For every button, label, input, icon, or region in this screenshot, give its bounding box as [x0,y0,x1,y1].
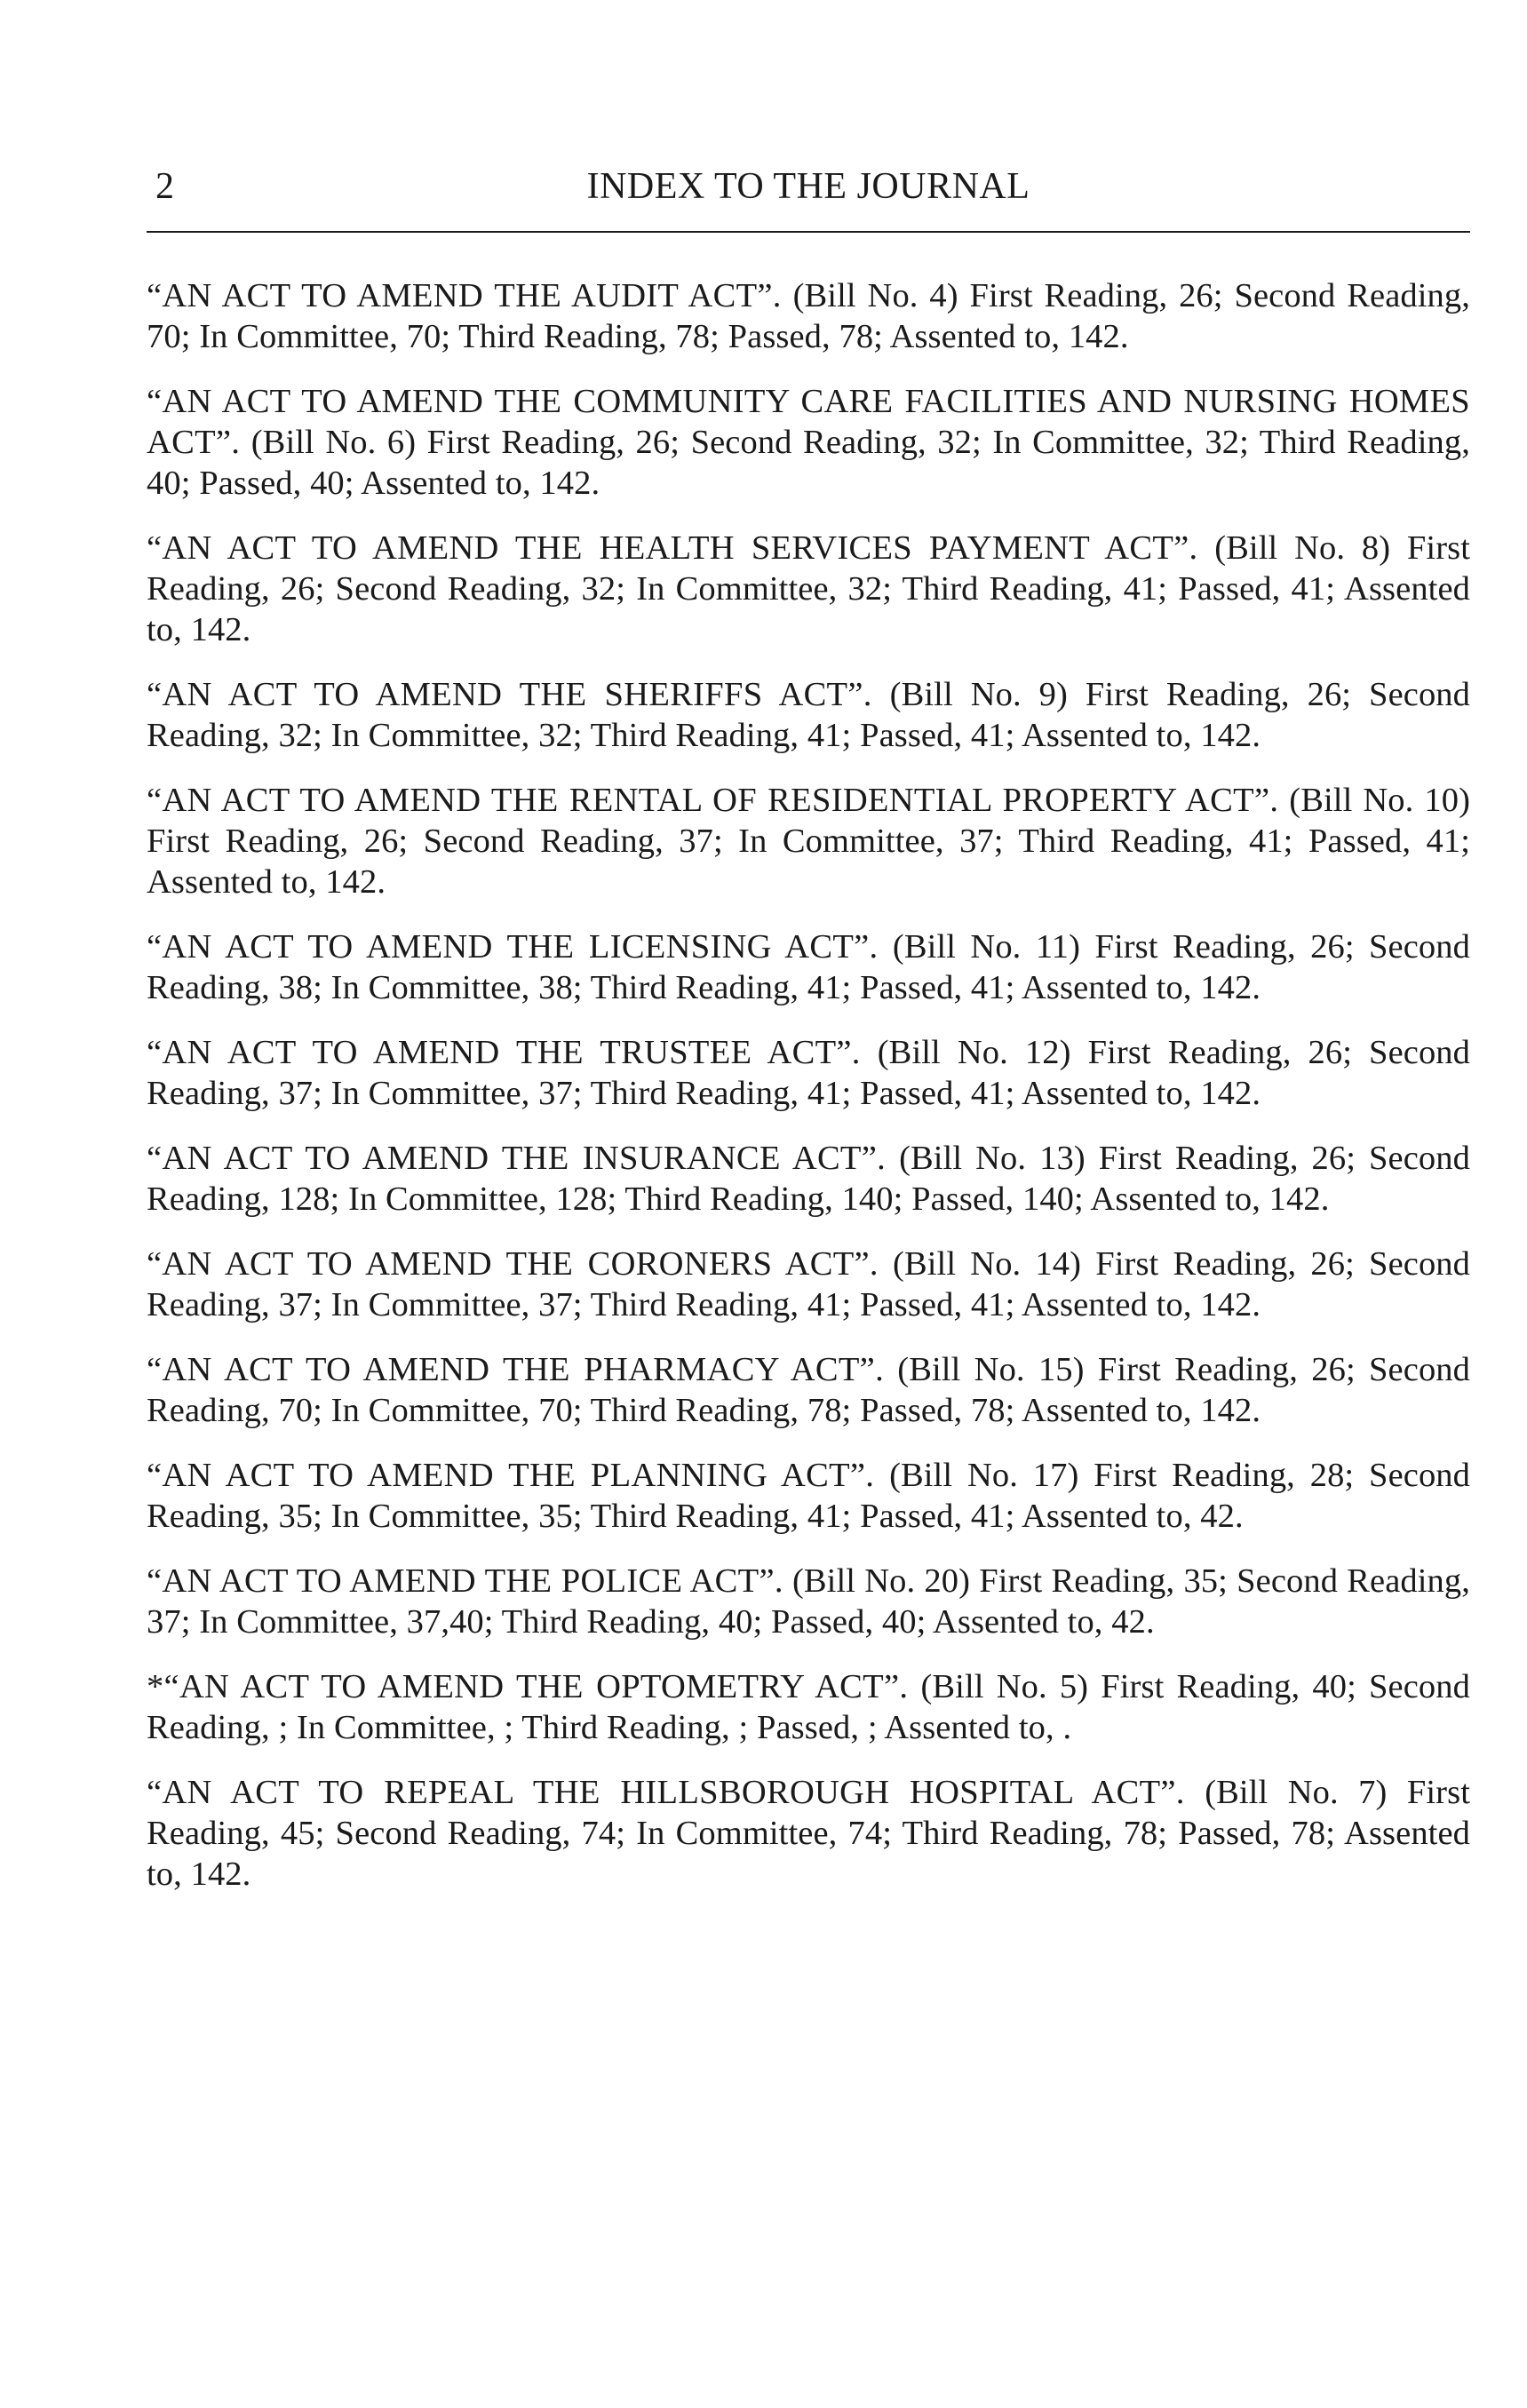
index-entry-rental-act [147,780,1470,902]
running-head [147,160,1470,213]
bill-details: (Bill No. 15) First Reading, 26; Second Reading, 70; In Committee, 70; Third Reading, 78; Passed, 78; Assented to, 142. [147,1351,1470,1429]
index-entry-coroners-act [147,1244,1470,1325]
index-entry-hillsborough-hospital-act [147,1772,1470,1895]
journal-page [147,160,1470,1919]
index-entry-pharmacy-act [147,1349,1470,1431]
act-name: “AN ACT TO AMEND THE TRUSTEE ACT”. [147,1034,861,1071]
index-entries [147,275,1470,1895]
index-entry-trustee-act [147,1032,1470,1114]
act-name: “AN ACT TO AMEND THE CORONERS ACT”. [147,1245,879,1283]
act-name: “AN ACT TO AMEND THE PHARMACY ACT”. [147,1351,884,1388]
bill-details: (Bill No. 4) First Reading, 26; Second Reading, 70; In Committee, 70; Third Reading, 78; Passed, 78; Assented to, 142. [147,277,1470,355]
index-entry-planning-act [147,1455,1470,1537]
header-rule [147,231,1470,233]
bill-details: (Bill No. 8) First Reading, 26; Second Reading, 32; In Committee, 32; Third Reading, 41; Passed, 41; Assented to, 142. [147,529,1470,648]
index-entry-sheriffs-act [147,674,1470,756]
index-entry-police-act [147,1561,1470,1642]
index-entry-optometry-act [147,1666,1470,1748]
page-title: INDEX TO THE JOURNAL [586,166,1030,207]
act-name: “AN ACT TO AMEND THE AUDIT ACT”. [147,277,782,314]
act-name: “AN ACT TO AMEND THE SHERIFFS ACT”. [147,676,872,713]
index-entry-insurance-act [147,1138,1470,1220]
act-name: “AN ACT TO AMEND THE HEALTH SERVICES PAYMENT ACT”. [147,529,1198,567]
bill-details: (Bill No. 14) First Reading, 26; Second Reading, 37; In Committee, 37; Third Reading, 41; Passed, 41; Assented to, 142. [147,1245,1470,1323]
page-number: 2 [155,166,174,207]
index-entry-community-care-act [147,381,1470,504]
act-name: “AN ACT TO AMEND THE PLANNING ACT”. [147,1457,875,1494]
act-name: *“AN ACT TO AMEND THE OPTOMETRY ACT”. [147,1668,909,1705]
act-name: “AN ACT TO AMEND THE COMMUNITY CARE FACILITIES AND NURSING HOMES ACT”. [147,383,1470,461]
bill-details: (Bill No. 6) First Reading, 26; Second Reading, 32; In Committee, 32; Third Reading, 40; Passed, 40; Assented to, 142. [147,424,1470,502]
bill-details: (Bill No. 10) First Reading, 26; Second Reading, 37; In Committee, 37; Third Reading, 41; Passed, 41; Assented to, 142. [147,782,1470,901]
bill-details: (Bill No. 7) First Reading, 45; Second Reading, 74; In Committee, 74; Third Reading, 78; Passed, 78; Assented to, 142. [147,1774,1470,1893]
bill-details: (Bill No. 12) First Reading, 26; Second Reading, 37; In Committee, 37; Third Reading, 41; Passed, 41; Assented to, 142. [147,1034,1470,1112]
act-name: “AN ACT TO AMEND THE INSURANCE ACT”. [147,1140,887,1177]
index-entry-audit-act [147,275,1470,357]
bill-details: (Bill No. 5) First Reading, 40; Second Reading, ; In Committee, ; Third Reading, ; Passed, ; Assented to, . [147,1668,1470,1746]
index-entry-health-services-act [147,528,1470,650]
bill-details: (Bill No. 20) First Reading, 35; Second Reading, 37; In Committee, 37,40; Third Reading, 40; Passed, 40; Assented to, 42. [147,1562,1470,1641]
act-name: “AN ACT TO REPEAL THE HILLSBOROUGH HOSPITAL ACT”. [147,1774,1185,1811]
bill-details: (Bill No. 17) First Reading, 28; Second Reading, 35; In Committee, 35; Third Reading, 41; Passed, 41; Assented to, 42. [147,1457,1470,1535]
act-name: “AN ACT TO AMEND THE LICENSING ACT”. [147,928,879,966]
bill-details: (Bill No. 11) First Reading, 26; Second Reading, 38; In Committee, 38; Third Reading, 41; Passed, 41; Assented to, 142. [147,928,1470,1006]
bill-details: (Bill No. 9) First Reading, 26; Second Reading, 32; In Committee, 32; Third Reading, 41; Passed, 41; Assented to, 142. [147,676,1470,754]
bill-details: (Bill No. 13) First Reading, 26; Second Reading, 128; In Committee, 128; Third Reading, 140; Passed, 140; Assented to, 142. [147,1140,1470,1218]
index-entry-licensing-act [147,926,1470,1008]
act-name: “AN ACT TO AMEND THE RENTAL OF RESIDENTIAL PROPERTY ACT”. [147,782,1279,819]
act-name: “AN ACT TO AMEND THE POLICE ACT”. [147,1562,783,1600]
